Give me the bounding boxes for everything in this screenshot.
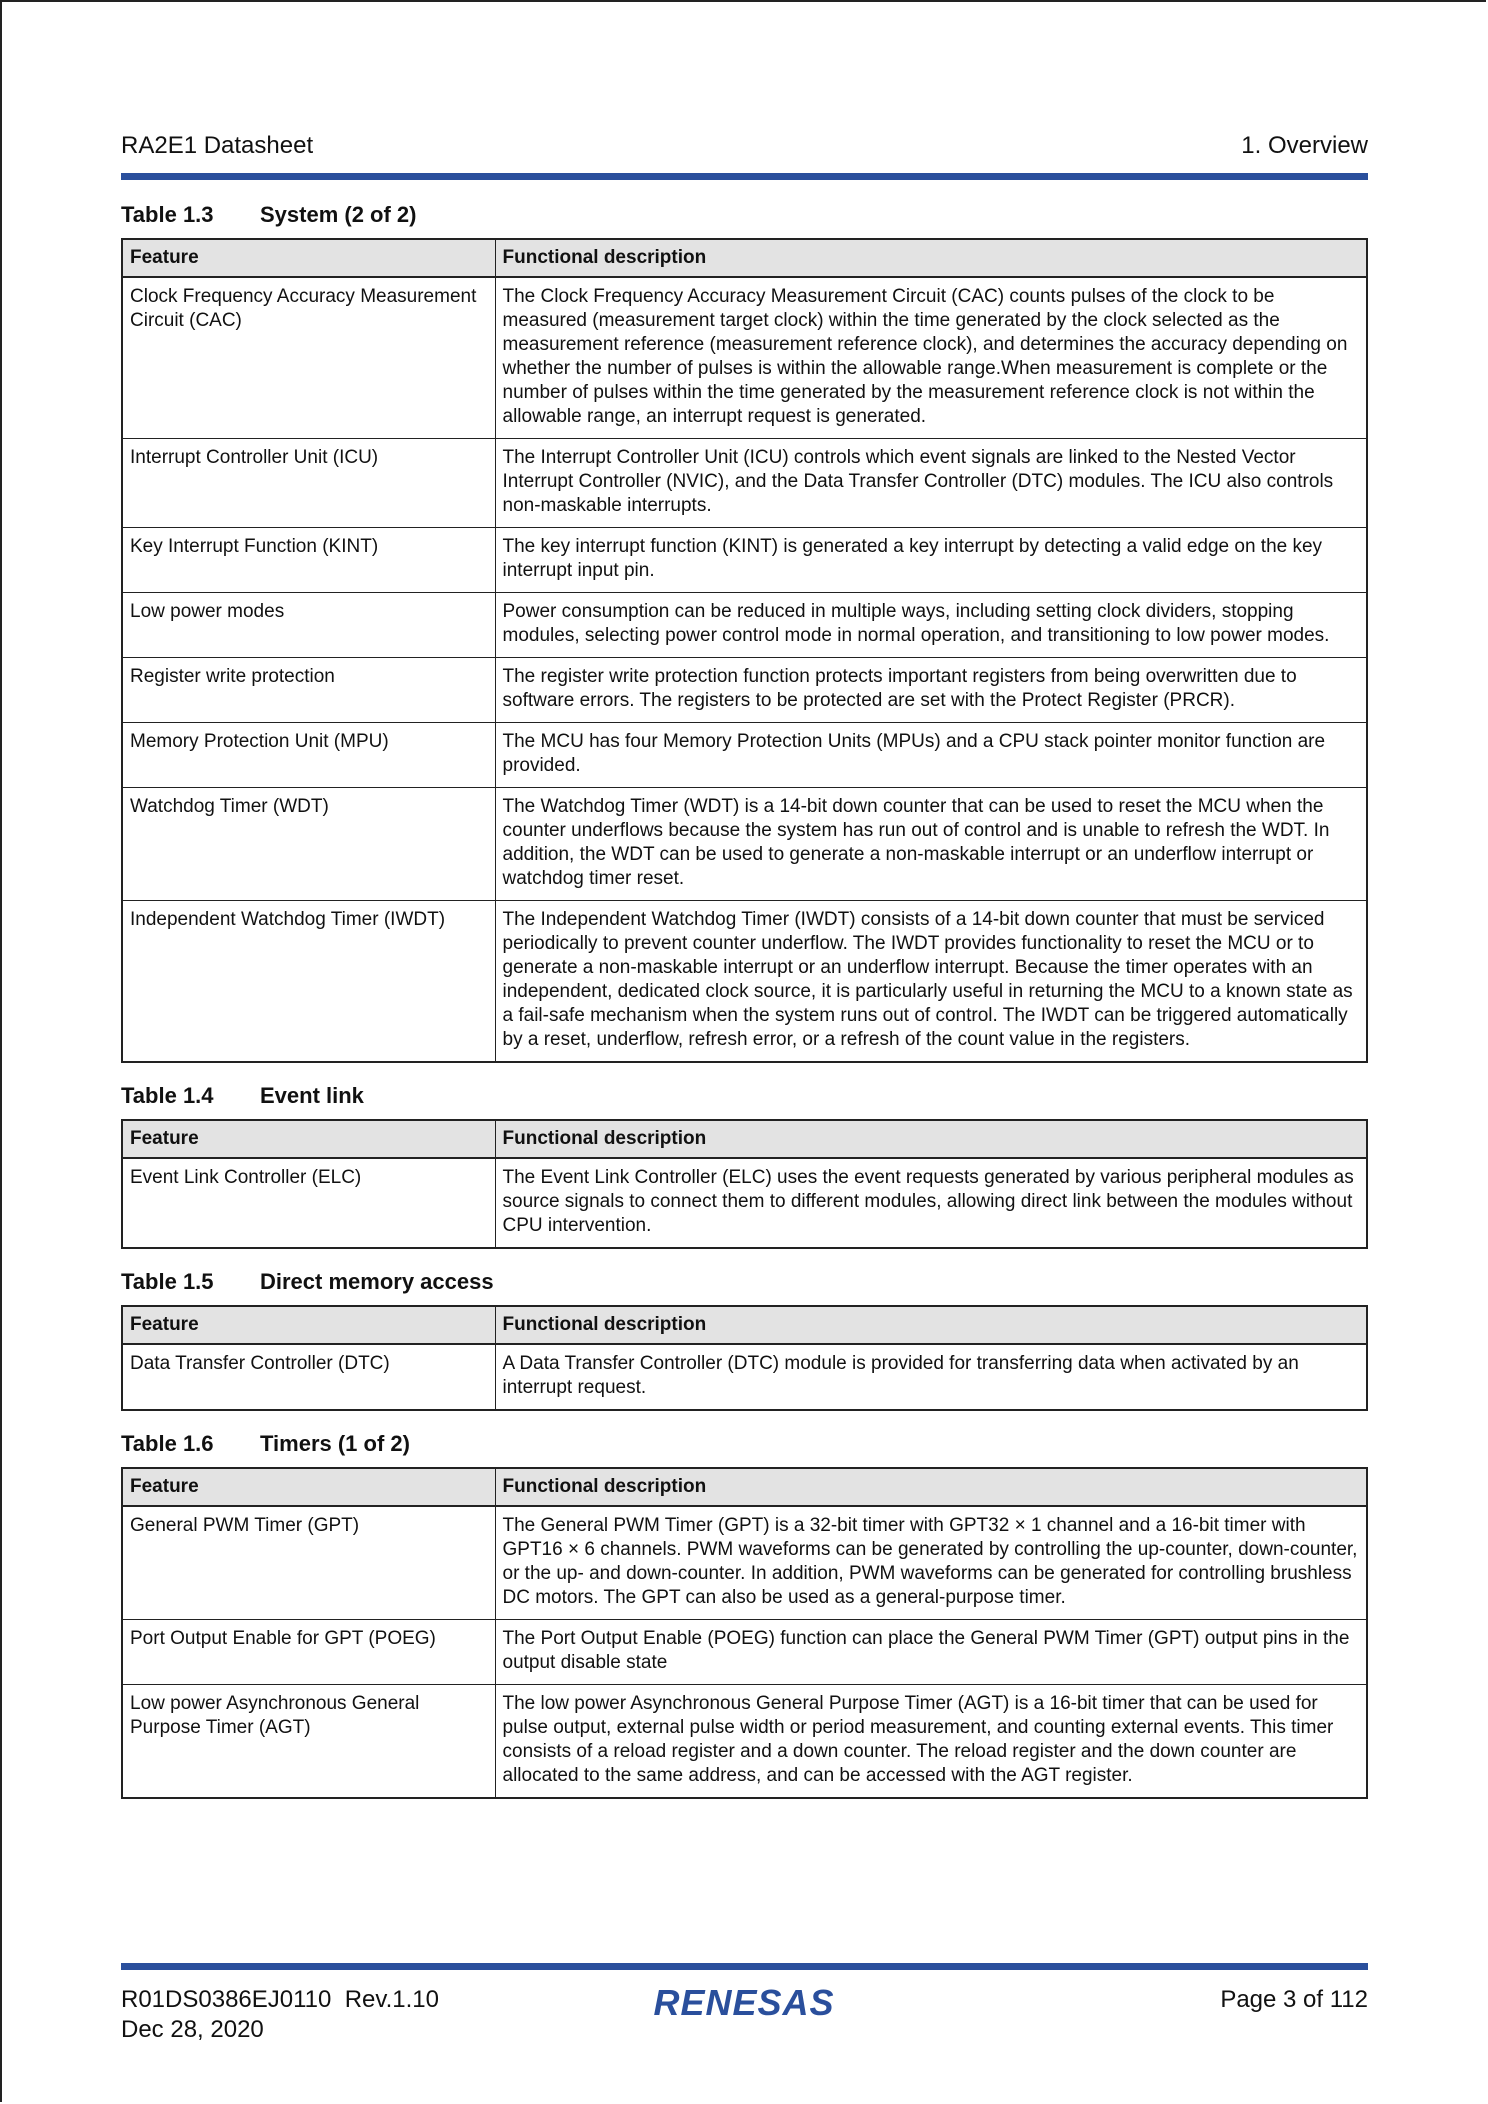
feature-table [121,1467,1368,1799]
table-row [122,1506,1367,1620]
column-header: Functional description [495,1306,1367,1344]
feature-cell: Clock Frequency Accuracy Measurement Circuit (CAC) [122,277,495,439]
table-section [121,1269,1368,1411]
table-row [122,723,1367,788]
column-header: Functional description [495,1120,1367,1158]
renesas-logo [636,1983,852,2023]
description-cell: The low power Asynchronous General Purpose Timer (AGT) is a 16-bit timer that can be used for pulse output, external pulse width or period measurement, and counting external events. This timer consists of a reload register and a down counter. The reload register and the down counter are allocated to the same address, and can be accessed with the AGT register. [495,1685,1367,1799]
table-caption [121,1269,1368,1295]
table-header-row [122,239,1367,277]
table-number: Table 1.6 [121,1431,214,1456]
document-title: RA2E1 Datasheet [121,132,314,159]
doc-date: Dec 28, 2020 [121,2016,264,2043]
table-header-row [122,1306,1367,1344]
table-row [122,788,1367,901]
feature-cell: Low power Asynchronous General Purpose Timer (AGT) [122,1685,495,1799]
table-row [122,593,1367,658]
logo-text: RENESAS [653,1983,835,2023]
table-number: Table 1.3 [121,202,214,227]
section-title: 1. Overview [1241,132,1368,159]
column-header: Feature [122,1120,495,1158]
table-section [121,1083,1368,1249]
column-header: Feature [122,1306,495,1344]
column-header: Feature [122,1468,495,1506]
table-number: Table 1.4 [121,1083,214,1108]
header-rule [121,173,1368,180]
description-cell: Power consumption can be reduced in multiple ways, including setting clock dividers, stopping modules, selecting power control mode in normal operation, and transitioning to low power modes. [495,593,1367,658]
description-cell: The Event Link Controller (ELC) uses the event requests generated by various peripheral modules as source signals to connect them to different modules, allowing direct link between the modules without CPU intervention. [495,1158,1367,1248]
footer-rule [121,1963,1368,1970]
table-row [122,277,1367,439]
page-number: Page 3 of 112 [1220,1986,1368,2013]
table-row [122,658,1367,723]
tables-container [121,202,1368,1819]
feature-table [121,1119,1368,1249]
feature-cell: Memory Protection Unit (MPU) [122,723,495,788]
description-cell: The Clock Frequency Accuracy Measurement Circuit (CAC) counts pulses of the clock to be measured (measurement target clock) within the time generated by the clock selected as the measurement reference (measurement reference clock), and determines the accuracy depending on whether the number of pulses is within the allowable range.When measurement is complete or the number of pulses within the time generated by the measurement reference clock is not within the allowable range, an interrupt request is generated. [495,277,1367,439]
table-caption [121,1431,1368,1457]
column-header: Functional description [495,239,1367,277]
column-header: Feature [122,239,495,277]
feature-table [121,1305,1368,1411]
column-header: Functional description [495,1468,1367,1506]
description-cell: A Data Transfer Controller (DTC) module is provided for transferring data when activated by an interrupt request. [495,1344,1367,1410]
description-cell: The key interrupt function (KINT) is generated a key interrupt by detecting a valid edge on the key interrupt input pin. [495,528,1367,593]
table-section [121,1431,1368,1799]
page-header [121,132,1368,160]
feature-cell: Low power modes [122,593,495,658]
table-row [122,1158,1367,1248]
feature-cell: Watchdog Timer (WDT) [122,788,495,901]
footer-doc-info [121,1985,439,2045]
table-row [122,528,1367,593]
table-row [122,1685,1367,1799]
table-title: Timers (1 of 2) [260,1431,410,1456]
description-cell: The Interrupt Controller Unit (ICU) controls which event signals are linked to the Nested Vector Interrupt Controller (NVIC), and the Data Transfer Controller (DTC) modules. The ICU also controls non-maskable interrupts. [495,439,1367,528]
feature-cell: Port Output Enable for GPT (POEG) [122,1620,495,1685]
table-row [122,901,1367,1063]
feature-cell: Independent Watchdog Timer (IWDT) [122,901,495,1063]
table-header-row [122,1120,1367,1158]
feature-table [121,238,1368,1063]
description-cell: The register write protection function protects important registers from being overwritten due to software errors. The registers to be protected are set with the Protect Register (PRCR). [495,658,1367,723]
table-header-row [122,1468,1367,1506]
table-caption [121,1083,1368,1109]
feature-cell: Interrupt Controller Unit (ICU) [122,439,495,528]
feature-cell: Event Link Controller (ELC) [122,1158,495,1248]
doc-id: R01DS0386EJ0110 Rev.1.10 [121,1986,439,2013]
feature-cell: Key Interrupt Function (KINT) [122,528,495,593]
table-row [122,439,1367,528]
description-cell: The Port Output Enable (POEG) function can place the General PWM Timer (GPT) output pins in the output disable state [495,1620,1367,1685]
description-cell: The Independent Watchdog Timer (IWDT) consists of a 14-bit down counter that must be serviced periodically to prevent counter underflow. The IWDT provides functionality to reset the MCU or to generate a non-maskable interrupt or an underflow interrupt. Because the timer operates with an independent, dedicated clock source, it is particularly useful in returning the MCU to a known state as a fail-safe mechanism when the system runs out of control. The IWDT can be triggered automatically by a reset, underflow, refresh error, or a refresh of the count value in the registers. [495,901,1367,1063]
table-caption [121,202,1368,228]
feature-cell: Data Transfer Controller (DTC) [122,1344,495,1410]
description-cell: The General PWM Timer (GPT) is a 32-bit timer with GPT32 × 1 channel and a 16-bit timer with GPT16 × 6 channels. PWM waveforms can be generated by controlling the up-counter, down-counter, or the up- and down-counter. In addition, PWM waveforms can be generated for controlling brushless DC motors. The GPT can also be used as a general-purpose timer. [495,1506,1367,1620]
description-cell: The MCU has four Memory Protection Units (MPUs) and a CPU stack pointer monitor function are provided. [495,723,1367,788]
table-section [121,202,1368,1063]
table-number: Table 1.5 [121,1269,214,1294]
table-title: System (2 of 2) [260,202,417,227]
table-row [122,1620,1367,1685]
table-title: Direct memory access [260,1269,494,1294]
description-cell: The Watchdog Timer (WDT) is a 14-bit down counter that can be used to reset the MCU when the counter underflows because the system has run out of control and is unable to refresh the WDT. In addition, the WDT can be used to generate a non-maskable interrupt or an underflow interrupt or watchdog timer reset. [495,788,1367,901]
table-title: Event link [260,1083,364,1108]
feature-cell: Register write protection [122,658,495,723]
table-row [122,1344,1367,1410]
feature-cell: General PWM Timer (GPT) [122,1506,495,1620]
